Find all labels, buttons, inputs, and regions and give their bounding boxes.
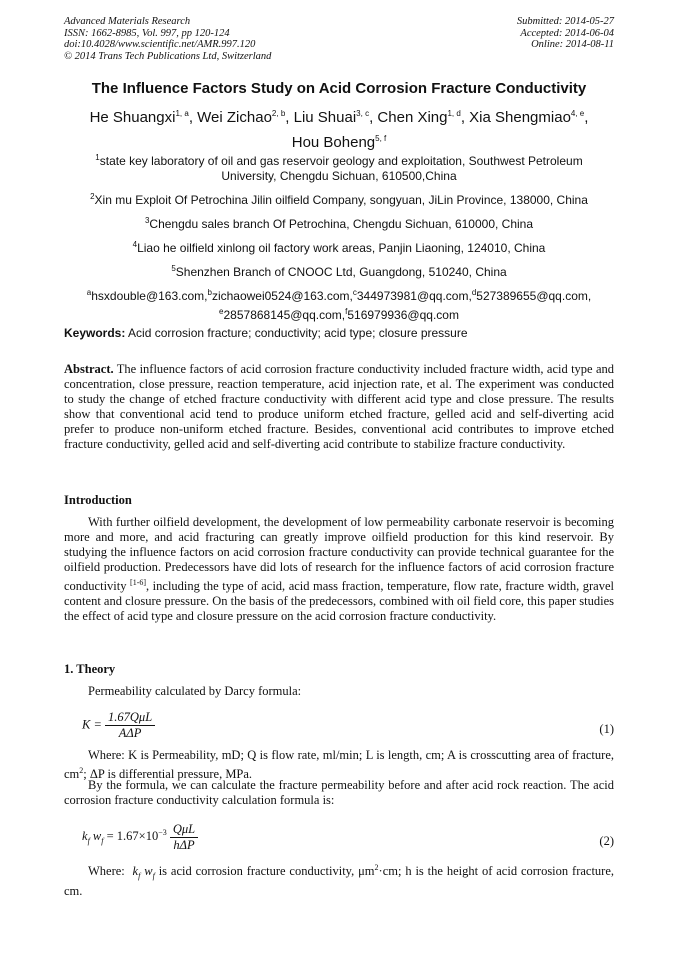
email-link[interactable]: 516979936@qq.com: [347, 308, 459, 322]
eq1-number: (1): [599, 722, 614, 736]
abstract-label: Abstract.: [64, 362, 114, 376]
affiliation: $^4$Liao he oilfield xinlong oil factory work areas, Panjin Liaoning, 124010, China: [132, 240, 546, 255]
affiliation: $^2$Xin mu Exploit Of Petrochina Jilin oilfield Company, songyuan, JiLin Province, 138000, China: [90, 192, 588, 207]
affiliation: $^5$Shenzhen Branch of CNOOC Ltd, Guangdong, 510240, China: [171, 264, 507, 279]
eq1-numerator: 1.67QμL: [105, 710, 155, 726]
where-2: Where: $k_f$ $w_f$ is acid corrosion fracture conductivity, $\mu m^2\cdot cm$; h is the height of acid corrosion fracture, cm.: [64, 863, 615, 898]
author: Wei Zichao$^{2, b}$,: [197, 109, 294, 126]
affiliations: [70, 150, 608, 328]
dates-info: [517, 16, 614, 51]
eq2-numerator: QμL: [170, 822, 198, 838]
author: Liu Shuai$^{3, c}$,: [293, 109, 378, 126]
journal-info: [64, 16, 271, 62]
eq2-fraction: [170, 822, 198, 853]
paper-title: The Influence Factors Study on Acid Corrosion Fracture Conductivity: [91, 80, 587, 97]
introduction-heading: Introduction: [64, 493, 132, 507]
author: Xia Shengmiao$^{4, e}$,: [469, 109, 589, 126]
abstract: [64, 362, 614, 452]
author: Chen Xing$^{1, d}$,: [377, 109, 470, 126]
eq2-lhs: $k_f$ $w_f$: [82, 829, 104, 846]
affiliation: $^3$Chengdu sales branch Of Petrochina, Chengdu Sichuan, 610000, China: [144, 216, 534, 231]
accepted-date: Accepted: 2014-06-04: [520, 27, 614, 39]
email-link[interactable]: 527389655@qq.com,: [476, 289, 592, 303]
keywords-text: Acid corrosion fracture; conductivity; acid type; closure pressure: [128, 326, 468, 340]
eq1-lhs: K =: [82, 717, 102, 732]
author: He Shuangxi$^{1, a}$,: [89, 109, 198, 126]
email-link[interactable]: 2857868145@qq.com,: [223, 308, 346, 322]
eq2-number: (2): [599, 834, 614, 848]
equation-2: [82, 822, 614, 853]
email-link[interactable]: zichaowei0524@163.com,: [211, 289, 353, 303]
eq1-denominator: AΔP: [118, 726, 142, 740]
theory-heading: 1. Theory: [64, 662, 116, 676]
author: Hou Boheng$^{5, f}$: [291, 134, 387, 151]
eq2-coefficient: = $1.67\times 10^{-3}$: [106, 828, 167, 844]
keywords: [64, 326, 468, 340]
keywords-label: Keywords:: [64, 326, 126, 340]
online-date: Online: 2014-08-11: [531, 39, 614, 51]
eq1-fraction: [105, 710, 155, 741]
where-1: Where: K is Permeability, mD; Q is flow rate, ml/min; L is length, cm; A is crosscutting area of fracture, $cm^2$; ΔP is differential pressure, MPa.: [64, 748, 614, 782]
affiliation: $^1$state key laboratory of oil and gas reservoir geology and exploitation, Southwest Petroleum University, Chengdu Sichuan, 610500,China: [95, 153, 583, 183]
copyright: © 2014 Trans Tech Publications Ltd, Switzerland: [64, 50, 272, 62]
issn: ISSN: 1662-8985, Vol. 997, pp 120-124: [64, 27, 230, 39]
author-list: [40, 103, 638, 153]
email-list: $^a$hsxdouble@163.com,$^b$zichaowei0524@163.com,$^c$344973981@qq.com,$^d$527389655@qq.com, $^e$2857868145@qq.com,$^f$516979936@qq.com: [86, 288, 592, 322]
journal-name: Advanced Materials Research: [64, 16, 191, 27]
introduction-text: With further oilfield development, the development of low permeability carbonate reservoir is becoming more and more, and acid fracturing can greatly improve oilfield production for this kind reservoir. By studying the influence factors on acid corrosion fracture conductivity can provide technical guarantee for the oilfield production. Predecessors have did lots of research for the influence factors of acid corrosion fracture conductivity [1-6], including the type of acid, acid mass fraction, temperature, flow rate, fracture width, gravel content and closure pressure. On the basis of the predecessors, combined with oil field core, this paper studies the effect of acid type and closure pressure on the acid corrosion fracture conductivity.: [64, 515, 614, 624]
doi: doi:10.4028/www.scientific.net/AMR.997.120: [64, 39, 256, 51]
eq2-denominator: hΔP: [173, 838, 195, 852]
submitted-date: Submitted: 2014-05-27: [516, 16, 614, 27]
abstract-text: The influence factors of acid corrosion fracture conductivity included fracture width, acid type and concentration, close pressure, reaction temperature, acid injection rate, et al. The experiment was conducted to study the change of etched fracture conductivity with different acid type and close pressure. The results show that conventional acid tend to produce uniform etched fracture, gelled acid and self-diverting acid prefer to produce non-uniform etched fracture. Besides, conventional acid contributes to improve etched fracture conductivity, gelled acid and self-diverting acid contribute to stabilize fracture conductivity.: [64, 362, 614, 451]
equation-1: [82, 710, 614, 741]
email-link[interactable]: 344973981@qq.com,: [356, 289, 472, 303]
theory-intro: Permeability calculated by Darcy formula:: [88, 684, 302, 698]
citation-ref[interactable]: [1-6]: [130, 578, 147, 587]
email-link[interactable]: hsxdouble@163.com,: [91, 289, 208, 303]
theory-paragraph-2: By the formula, we can calculate the fracture permeability before and after acid rock reaction. The acid corrosion fracture conductivity calculation formula is:: [64, 778, 614, 807]
